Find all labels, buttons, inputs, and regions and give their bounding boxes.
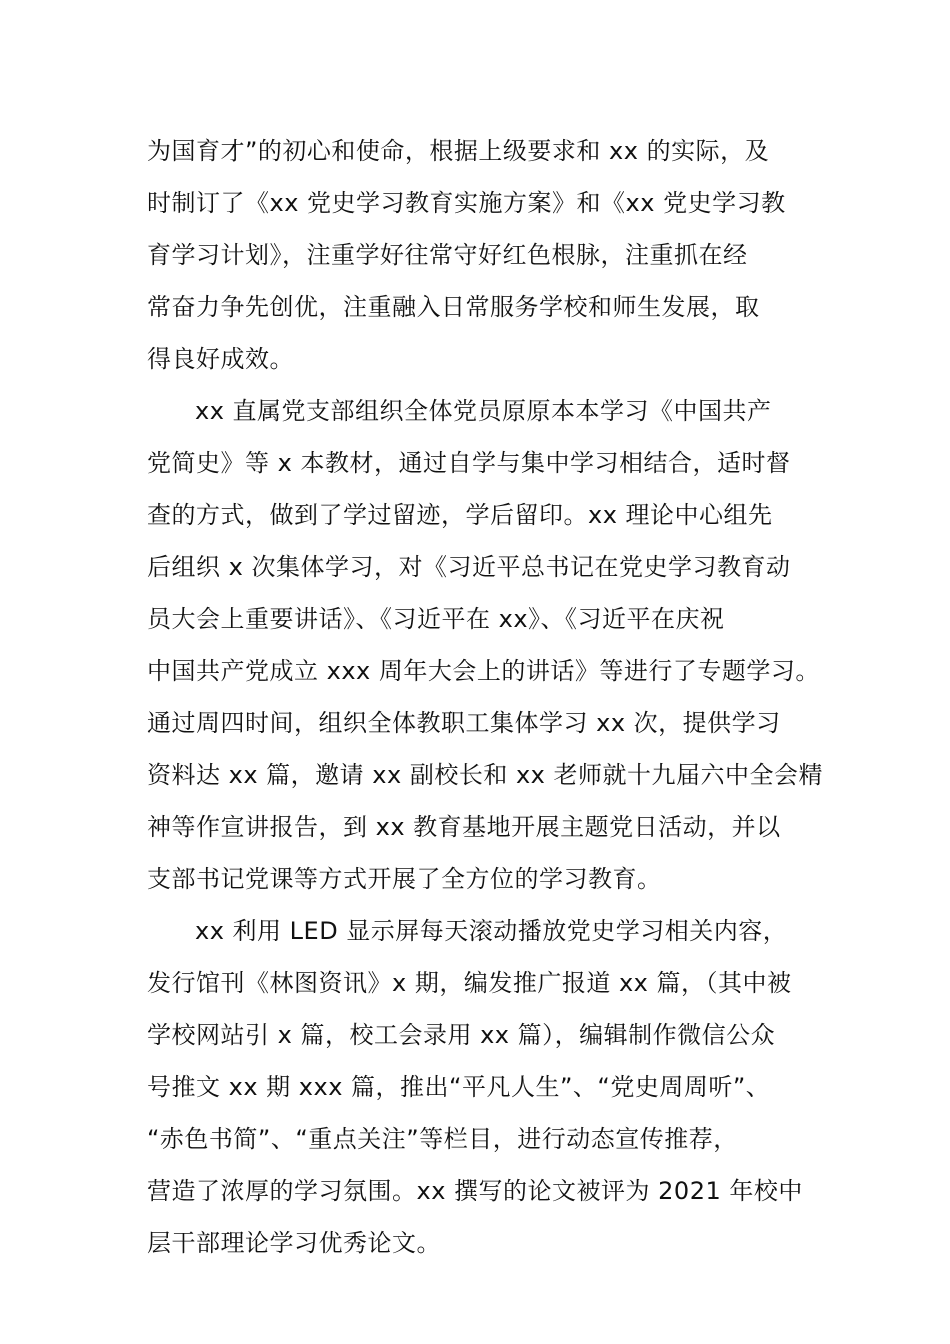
text-line: 学校网站引 x 篇，校工会录用 xx 篇），编辑制作微信公众	[147, 1021, 776, 1049]
paragraph-first-line: xx 直属党支部组织全体党员原原本本学习《中国共产	[195, 397, 772, 425]
text-line: 员大会上重要讲话》、《习近平在 xx》、《习近平在庆祝	[147, 605, 725, 633]
text-line: 营造了浓厚的学习氛围。xx 撰写的论文被评为 2021 年校中	[147, 1177, 803, 1205]
text-line: 层干部理论学习优秀论文。	[147, 1229, 441, 1257]
text-line: 时制订了《xx 党史学习教育实施方案》和《xx 党史学习教	[147, 189, 786, 217]
text-line: 中国共产党成立 xxx 周年大会上的讲话》等进行了专题学习。	[147, 657, 820, 685]
text-line: 查的方式，做到了学过留迹，学后留印。xx 理论中心组先	[147, 501, 773, 529]
text-line: 通过周四时间，组织全体教职工集体学习 xx 次，提供学习	[147, 709, 781, 737]
text-line: 资料达 xx 篇，邀请 xx 副校长和 xx 老师就十九届六中全会精	[147, 761, 823, 789]
text-line: 常奋力争先创优，注重融入日常服务学校和师生发展，取	[147, 293, 760, 321]
document-body	[147, 131, 827, 1275]
text-line: 为国育才”的初心和使命，根据上级要求和 xx 的实际，及	[147, 137, 770, 165]
text-line: 得良好成效。	[147, 345, 294, 373]
text-line: 后组织 x 次集体学习，对《习近平总书记在党史学习教育动	[147, 553, 791, 581]
text-line: “赤色书简”、“重点关注”等栏目，进行动态宣传推荐，	[147, 1125, 738, 1153]
text-line: 号推文 xx 期 xxx 篇，推出“平凡人生”、“党史周周听”、	[147, 1073, 771, 1101]
text-line: 育学习计划》，注重学好往常守好红色根脉，注重抓在经	[147, 241, 748, 269]
text-line: 支部书记党课等方式开展了全方位的学习教育。	[147, 865, 662, 893]
text-line: 发行馆刊《林图资讯》x 期，编发推广报道 xx 篇，（其中被	[147, 969, 792, 997]
paragraph-first-line: xx 利用 LED 显示屏每天滚动播放党史学习相关内容，	[195, 917, 788, 945]
text-line: 党简史》等 x 本教材，通过自学与集中学习相结合，适时督	[147, 449, 791, 477]
text-line: 神等作宣讲报告，到 xx 教育基地开展主题党日活动，并以	[147, 813, 781, 841]
